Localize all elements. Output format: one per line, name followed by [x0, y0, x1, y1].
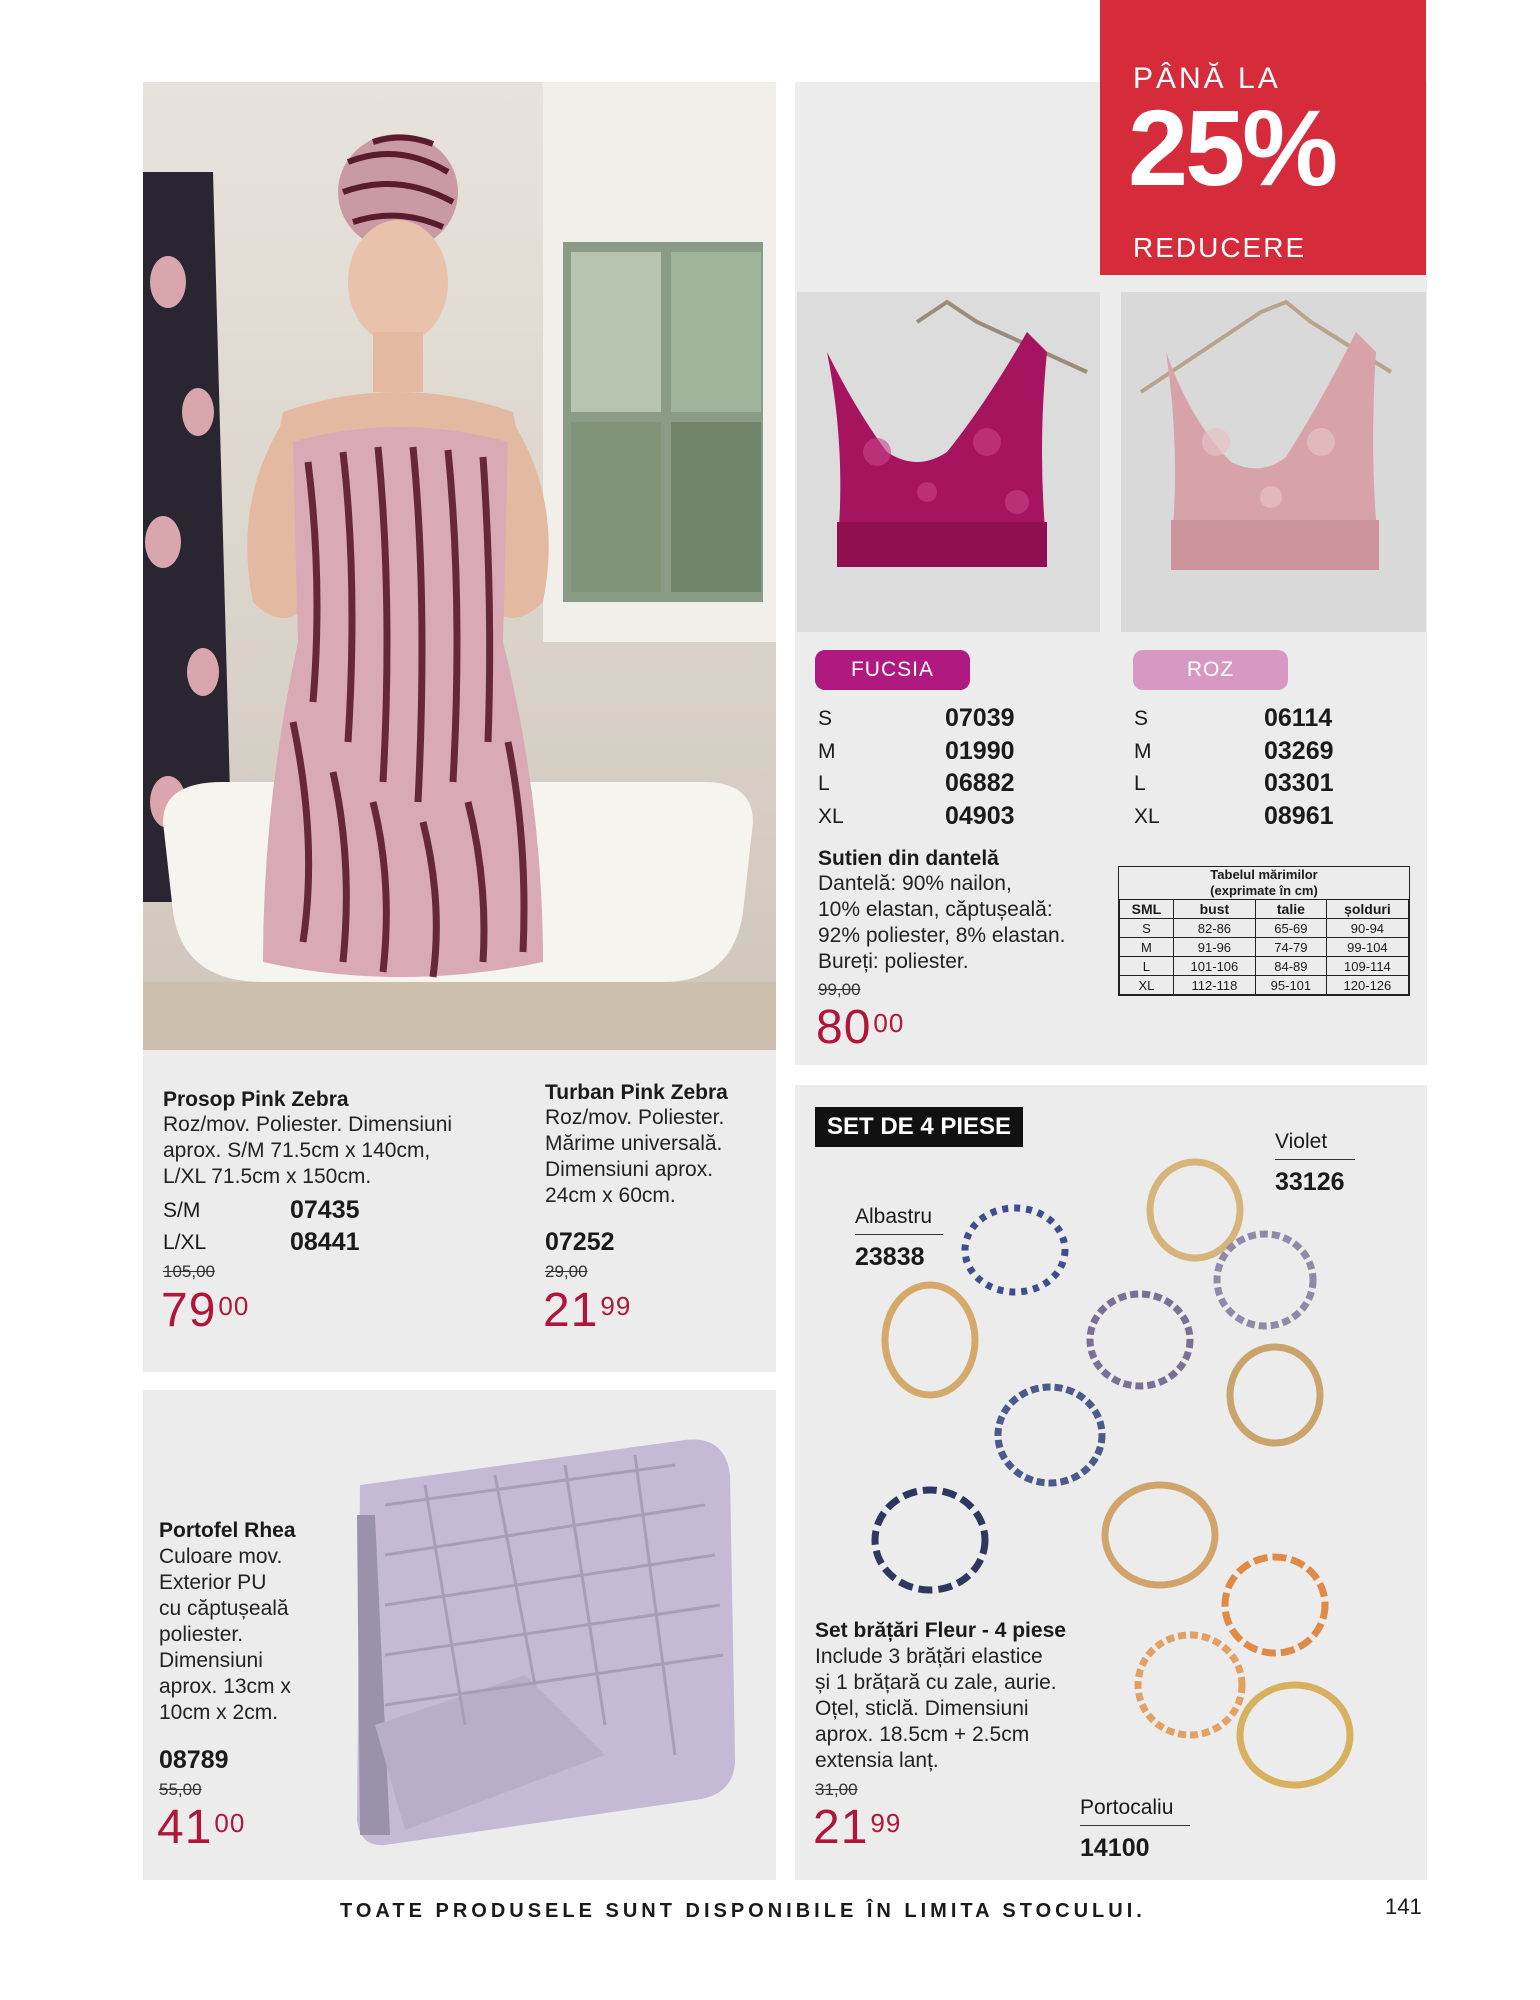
wallet-description — [159, 1544, 329, 1726]
size-table-cell: 82-86 — [1173, 919, 1255, 938]
roz-code-s: 06114 — [1264, 704, 1333, 732]
fucsia-size-l: L — [818, 772, 830, 795]
towel-old-price: 105,00 — [163, 1262, 215, 1281]
size-table-cell: 65-69 — [1255, 919, 1326, 938]
roz-color-tag: ROZ — [1133, 650, 1288, 690]
size-table-row — [1120, 919, 1409, 938]
size-table-grid — [1119, 899, 1409, 995]
roz-size-xl: XL — [1134, 805, 1160, 828]
turban-description — [545, 1105, 765, 1209]
turban-desc-line: Roz/mov. Poliester. — [545, 1106, 725, 1129]
size-table-cell: 90-94 — [1326, 919, 1408, 938]
towel-photo — [143, 82, 776, 1050]
fucsia-code-m: 01990 — [945, 737, 1015, 765]
size-table-header: șolduri — [1326, 900, 1408, 919]
price-decimals: 00 — [214, 1808, 246, 1838]
roz-bra-image — [1121, 292, 1426, 632]
size-table-subtitle: (exprimate în cm) — [1210, 883, 1318, 898]
size-table-header-row — [1120, 900, 1409, 919]
quilted-wallet-image — [345, 1425, 765, 1865]
size-table-header: SML — [1120, 900, 1174, 919]
bra-price — [816, 1000, 904, 1055]
portocaliu-underline — [1080, 1825, 1190, 1826]
wallet-price — [157, 1800, 245, 1855]
wallet-code: 08789 — [159, 1746, 229, 1774]
size-table-cell: S — [1120, 919, 1174, 938]
roz-bra-photo — [1121, 292, 1426, 632]
towel-title: Prosop Pink Zebra — [163, 1088, 349, 1111]
bra-description — [818, 871, 1108, 975]
fucsia-code-s: 07039 — [945, 704, 1015, 732]
page-number: 141 — [1385, 1894, 1422, 1919]
size-table — [1118, 866, 1410, 996]
wallet-desc-line: poliester. — [159, 1623, 244, 1646]
size-table-row — [1120, 957, 1409, 976]
roz-code-xl: 08961 — [1264, 802, 1334, 830]
size-table-row — [1120, 938, 1409, 957]
fucsia-bra-image — [797, 292, 1100, 632]
turban-price — [543, 1283, 631, 1338]
fucsia-size-m: M — [818, 740, 836, 763]
towel-desc-line: Roz/mov. Poliester. Dimensiuni — [163, 1113, 453, 1136]
roz-size-m: M — [1134, 740, 1152, 763]
size-table-cell: 84-89 — [1255, 957, 1326, 976]
wallet-desc-line: 10cm x 2cm. — [159, 1701, 279, 1724]
bracelets-desc-line: și 1 brățară cu zale, aurie. — [815, 1671, 1057, 1694]
size-table-cell: 120-126 — [1326, 976, 1408, 995]
turban-desc-line: 24cm x 60cm. — [545, 1184, 676, 1207]
bracelets-old-price: 31,00 — [815, 1780, 858, 1799]
wallet-desc-line: Dimensiuni — [159, 1649, 263, 1672]
size-table-cell: XL — [1120, 976, 1174, 995]
bra-desc-line: 92% poliester, 8% elastan. — [818, 924, 1066, 947]
price-decimals: 00 — [218, 1291, 250, 1321]
albastru-code: 23838 — [855, 1243, 925, 1271]
bracelets-description — [815, 1644, 1105, 1774]
roz-size-l: L — [1134, 772, 1146, 795]
size-table-cell: 101-106 — [1173, 957, 1255, 976]
badge-value: 25% — [1128, 87, 1336, 208]
size-table-header: bust — [1173, 900, 1255, 919]
size-table-header: talie — [1255, 900, 1326, 919]
roz-code-l: 03301 — [1264, 769, 1334, 797]
size-table-cell: M — [1120, 938, 1174, 957]
roz-size-s: S — [1134, 707, 1149, 730]
size-table-cell: 112-118 — [1173, 976, 1255, 995]
size-table-title: Tabelul mărimilor — [1210, 867, 1318, 882]
turban-desc-line: Dimensiuni aprox. — [545, 1158, 714, 1181]
wallet-desc-line: Culoare mov. — [159, 1545, 283, 1568]
badge-line1: PÂNĂ LA — [1133, 62, 1281, 95]
price-main: 80 — [816, 1001, 872, 1054]
fucsia-code-l: 06882 — [945, 769, 1015, 797]
price-main: 41 — [157, 1801, 213, 1854]
wallet-image — [345, 1425, 765, 1865]
roz-code-m: 03269 — [1264, 737, 1334, 765]
bra-desc-line: Bureți: poliester. — [818, 950, 969, 973]
turban-title: Turban Pink Zebra — [545, 1081, 728, 1104]
bracelets-desc-line: extensia lanț. — [815, 1749, 939, 1772]
price-decimals: 99 — [600, 1291, 632, 1321]
bracelets-title: Set brățări Fleur - 4 piese — [815, 1619, 1066, 1642]
bracelets-price — [813, 1800, 901, 1855]
bra-title: Sutien din dantelă — [818, 847, 999, 870]
wallet-desc-line: Exterior PU — [159, 1571, 267, 1594]
portocaliu-name: Portocaliu — [1080, 1796, 1174, 1819]
price-decimals: 99 — [870, 1808, 902, 1838]
wallet-desc-line: cu căptușeală — [159, 1597, 289, 1620]
towel-desc-line: L/XL 71.5cm x 150cm. — [163, 1165, 372, 1188]
bra-desc-line: 10% elastan, căptușeală: — [818, 898, 1053, 921]
fucsia-color-tag: FUCSIA — [815, 650, 970, 690]
price-main: 79 — [161, 1284, 217, 1337]
wallet-old-price: 55,00 — [159, 1780, 202, 1799]
wallet-title: Portofel Rhea — [159, 1519, 296, 1542]
fucsia-bra-photo — [797, 292, 1100, 632]
turban-code: 07252 — [545, 1228, 615, 1256]
turban-desc-line: Mărime universală. — [545, 1132, 723, 1155]
price-decimals: 00 — [873, 1008, 905, 1038]
violet-name: Violet — [1275, 1130, 1328, 1153]
size-table-row — [1120, 976, 1409, 995]
turban-old-price: 29,00 — [545, 1262, 588, 1281]
albastru-name: Albastru — [855, 1205, 933, 1228]
size-table-cell: L — [1120, 957, 1174, 976]
bra-old-price: 99,00 — [818, 980, 861, 999]
towel-desc-line: aprox. S/M 71.5cm x 140cm, — [163, 1139, 431, 1162]
fucsia-size-xl: XL — [818, 805, 844, 828]
stock-disclaimer: TOATE PRODUSELE SUNT DISPONIBILE ÎN LIMITA STOCULUI. — [340, 1900, 1146, 1922]
portocaliu-code: 14100 — [1080, 1834, 1150, 1862]
woman-in-towel-image — [143, 82, 776, 1050]
size-table-cell: 99-104 — [1326, 938, 1408, 957]
towel-size-sm: S/M — [163, 1199, 201, 1222]
price-main: 21 — [813, 1801, 869, 1854]
bra-desc-line: Dantelă: 90% nailon, — [818, 872, 1012, 895]
violet-code: 33126 — [1275, 1168, 1345, 1196]
fucsia-code-xl: 04903 — [945, 802, 1015, 830]
towel-description — [163, 1112, 493, 1190]
discount-badge — [1100, 0, 1426, 275]
towel-size-lxl: L/XL — [163, 1231, 207, 1254]
fucsia-size-s: S — [818, 707, 833, 730]
towel-code-sm: 07435 — [290, 1196, 360, 1224]
size-table-cell: 91-96 — [1173, 938, 1255, 957]
bracelets-desc-line: Oțel, sticlă. Dimensiuni — [815, 1697, 1029, 1720]
size-table-cell: 74-79 — [1255, 938, 1326, 957]
towel-code-lxl: 08441 — [290, 1228, 360, 1256]
wallet-desc-line: aprox. 13cm x — [159, 1675, 291, 1698]
bracelets-desc-line: Include 3 brățări elastice — [815, 1645, 1043, 1668]
size-table-cell: 95-101 — [1255, 976, 1326, 995]
bracelets-desc-line: aprox. 18.5cm + 2.5cm — [815, 1723, 1030, 1746]
size-table-cell: 109-114 — [1326, 957, 1408, 976]
set-label: SET DE 4 PIESE — [815, 1107, 1023, 1147]
price-main: 21 — [543, 1284, 599, 1337]
badge-line2: REDUCERE — [1133, 232, 1307, 263]
towel-price — [161, 1283, 249, 1338]
